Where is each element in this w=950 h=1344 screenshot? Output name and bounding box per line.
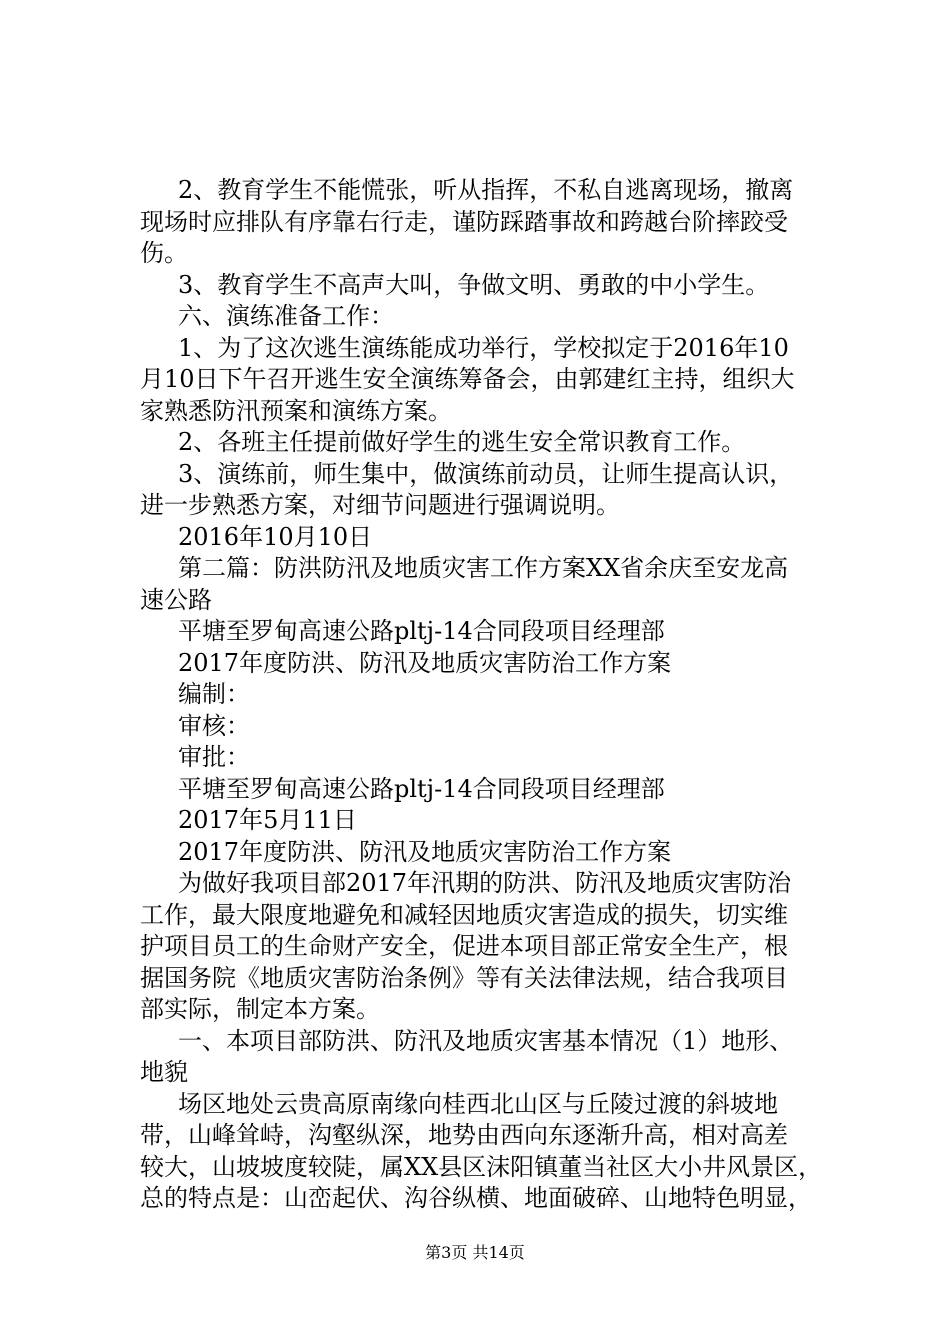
text-line: 月10日下午召开逃生安全演练筹备会，由郭建红主持，组织大 xyxy=(140,365,795,393)
text-line: 2、各班主任提前做好学生的逃生安全常识教育工作。 xyxy=(178,428,746,456)
text-line: 部实际，制定本方案。 xyxy=(140,995,380,1023)
text-line: 护项目员工的生命财产安全，促进本项目部正常安全生产，根 xyxy=(140,932,788,960)
text-line: 场区地处云贵高原南缘向桂西北山区与丘陵过渡的斜坡地 xyxy=(178,1089,778,1118)
text-line: 第二篇：防洪防汛及地质灾害工作方案XX省余庆至安龙高 xyxy=(178,554,789,582)
text-line: 2017年度防洪、防汛及地质灾害防治工作方案 xyxy=(178,837,672,866)
text-line: 六、演练准备工作： xyxy=(178,302,394,330)
text-line: 平塘至罗甸高速公路pltj-14合同段项目经理部 xyxy=(178,774,665,803)
text-line: 2017年度防洪、防汛及地质灾害防治工作方案 xyxy=(178,648,672,677)
text-line: 总的特点是：山峦起伏、沟谷纵横、地面破碎、山地特色明显， xyxy=(140,1184,812,1212)
text-line: 进一步熟悉方案，对细节问题进行强调说明。 xyxy=(140,491,620,519)
text-line: 地貌 xyxy=(140,1058,188,1086)
text-line: 编制： xyxy=(178,680,250,708)
text-line: 平塘至罗甸高速公路pltj-14合同段项目经理部 xyxy=(178,617,665,645)
document-body xyxy=(140,175,830,1215)
text-line: 3、演练前，师生集中，做演练前动员，让师生提高认识， xyxy=(178,459,794,488)
text-line: 较大，山坡坡度较陡，属XX县区沫阳镇董当社区大小井风景区， xyxy=(140,1152,823,1181)
text-line: 一、本项目部防洪、防汛及地质灾害基本情况（1）地形、 xyxy=(178,1026,794,1055)
text-line: 2017年5月11日 xyxy=(178,806,357,834)
text-line: 1、为了这次逃生演练能成功举行，学校拟定于2016年10 xyxy=(178,333,789,362)
text-line: 2、教育学生不能慌张，听从指挥，不私自逃离现场，撤离 xyxy=(178,176,794,204)
text-line: 审批： xyxy=(178,743,250,771)
text-line: 审核： xyxy=(178,711,250,740)
text-line: 工作，最大限度地避免和减轻因地质灾害造成的损失，切实维 xyxy=(140,900,788,929)
text-line: 家熟悉防汛预案和演练方案。 xyxy=(140,396,452,425)
text-line: 速公路 xyxy=(140,585,212,614)
text-line: 现场时应排队有序靠右行走，谨防踩踏事故和跨越台阶摔跤受 xyxy=(140,207,788,236)
text-line: 为做好我项目部2017年汛期的防洪、防汛及地质灾害防治 xyxy=(178,869,792,897)
text-line: 据国务院《地质灾害防治条例》等有关法律法规，结合我项目 xyxy=(140,963,788,992)
text-line: 带，山峰耸峙，沟壑纵深，地势由西向东逐渐升高，相对高差 xyxy=(140,1121,788,1149)
page-footer: 第3页 共14页 xyxy=(425,1243,525,1262)
text-line: 3、教育学生不高声大叫，争做文明、勇敢的中小学生。 xyxy=(178,270,770,299)
text-line: 2016年10月10日 xyxy=(178,522,373,551)
text-line: 伤。 xyxy=(140,239,188,267)
